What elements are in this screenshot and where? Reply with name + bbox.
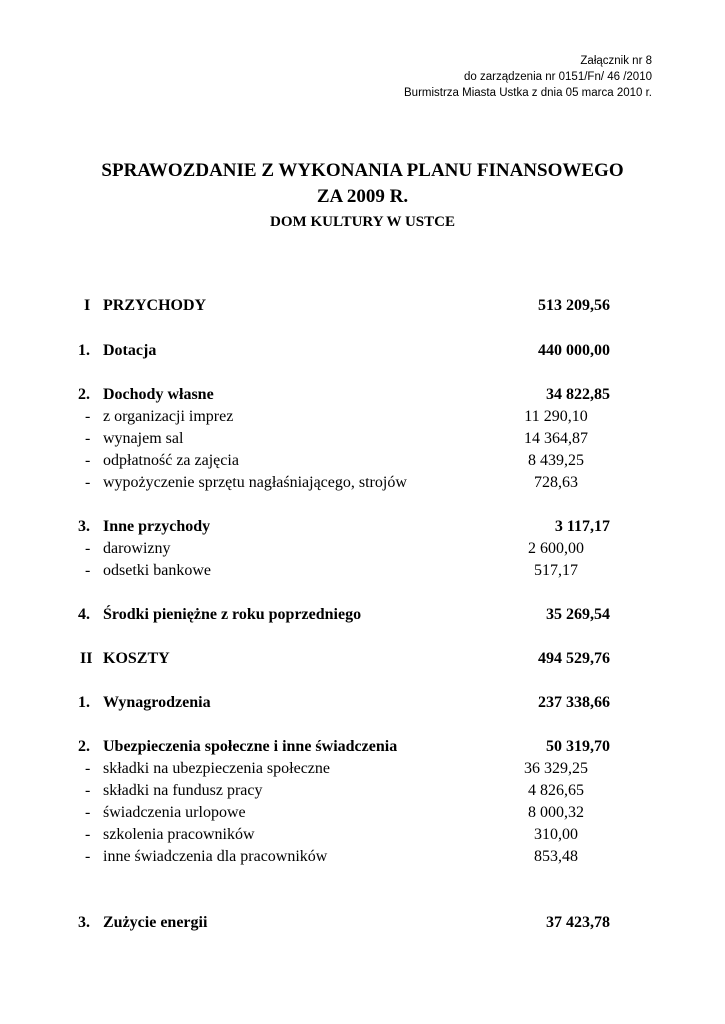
dash-marker: - [85,430,91,447]
item-label: Dochody własne [103,386,214,403]
attachment-order: do zarządzenia nr 0151/Fn/ 46 /2010 [464,71,652,83]
sub-item-row [0,846,725,868]
item-number: 3. [78,518,90,535]
income-dotacja-row [0,340,725,362]
sub-item-amount: 728,63 [534,474,578,491]
title-main: SPRAWOZDANIE Z WYKONANIA PLANU FINANSOWEGO [101,160,624,181]
sub-item-amount: 14 364,87 [524,430,588,447]
sub-item-label: składki na fundusz pracy [103,782,263,799]
sub-item-amount: 11 290,10 [524,408,588,425]
item-label: Inne przychody [103,518,211,535]
sub-item-amount: 2 600,00 [528,540,584,557]
sub-item-row [0,780,725,802]
item-amount: 50 319,70 [546,738,610,755]
dash-marker: - [85,760,91,777]
item-amount: 3 117,17 [554,518,610,535]
section-amount: 494 529,76 [538,650,610,667]
item-label: Ubezpieczenia społeczne i inne świadczenia [103,738,398,755]
item-number: 2. [78,738,90,755]
item-number: 1. [78,342,90,359]
costs-wynagrodzenia-row [0,692,725,714]
dash-marker: - [85,540,91,557]
sub-item-amount: 8 439,25 [528,452,584,469]
dash-marker: - [85,562,91,579]
item-number: 4. [78,606,90,623]
sub-item-label: odpłatność za zajęcia [103,452,239,469]
sub-item-amount: 4 826,65 [528,782,584,799]
income-inne-row [0,516,725,538]
item-label: Dotacja [103,342,157,359]
costs-energia-row [0,912,725,934]
attachment-note [404,53,652,101]
item-number: 1. [78,694,90,711]
item-label: Zużycie energii [103,914,208,931]
dash-marker: - [85,848,91,865]
dash-marker: - [85,408,91,425]
item-amount: 37 423,78 [546,914,610,931]
sub-item-row [0,428,725,450]
document-title [0,158,725,232]
item-amount: 35 269,54 [546,606,610,623]
sub-item-amount: 310,00 [534,826,578,843]
sub-item-label: świadczenia urlopowe [103,804,246,821]
dash-marker: - [85,782,91,799]
sub-item-row [0,450,725,472]
dash-marker: - [85,804,91,821]
income-wlasne-row [0,384,725,406]
section-label: KOSZTY [103,650,170,667]
section-number: II [80,650,93,667]
item-label: Środki pieniężne z roku poprzedniego [103,606,362,623]
section-costs-row [0,648,725,670]
item-number: 2. [78,386,90,403]
attachment-issuer: Burmistrza Miasta Ustka z dnia 05 marca 2010 r. [404,87,652,99]
section-number: I [84,297,91,314]
section-label: PRZYCHODY [103,297,207,314]
costs-ubezpieczenia-row [0,736,725,758]
sub-item-label: inne świadczenia dla pracowników [103,848,328,865]
dash-marker: - [85,826,91,843]
sub-item-label: odsetki bankowe [103,562,211,579]
section-income-row [0,295,725,317]
item-label: Wynagrodzenia [103,694,211,711]
item-amount: 440 000,00 [538,342,610,359]
sub-item-label: wypożyczenie sprzętu nagłaśniającego, strojów [103,474,407,491]
sub-item-row [0,824,725,846]
sub-item-label: szkolenia pracowników [103,826,255,843]
sub-item-amount: 36 329,25 [524,760,588,777]
sub-item-row [0,538,725,560]
sub-item-amount: 853,48 [534,848,578,865]
title-year: ZA 2009 R. [316,186,409,207]
item-amount: 237 338,66 [538,694,610,711]
sub-item-label: darowizny [103,540,171,557]
attachment-number: Załącznik nr 8 [580,55,652,67]
item-amount: 34 822,85 [546,386,610,403]
sub-item-label: z organizacji imprez [103,408,234,425]
sub-item-row [0,758,725,780]
title-institution: DOM KULTURY W USTCE [270,214,455,230]
item-number: 3. [78,914,90,931]
income-srodki-row [0,604,725,626]
sub-item-row [0,560,725,582]
sub-item-amount: 8 000,32 [528,804,584,821]
dash-marker: - [85,452,91,469]
sub-item-row [0,406,725,428]
sub-item-amount: 517,17 [534,562,578,579]
sub-item-row [0,802,725,824]
dash-marker: - [85,474,91,491]
sub-item-label: wynajem sal [103,430,184,447]
sub-item-label: składki na ubezpieczenia społeczne [103,760,330,777]
section-amount: 513 209,56 [538,297,610,314]
sub-item-row [0,472,725,494]
